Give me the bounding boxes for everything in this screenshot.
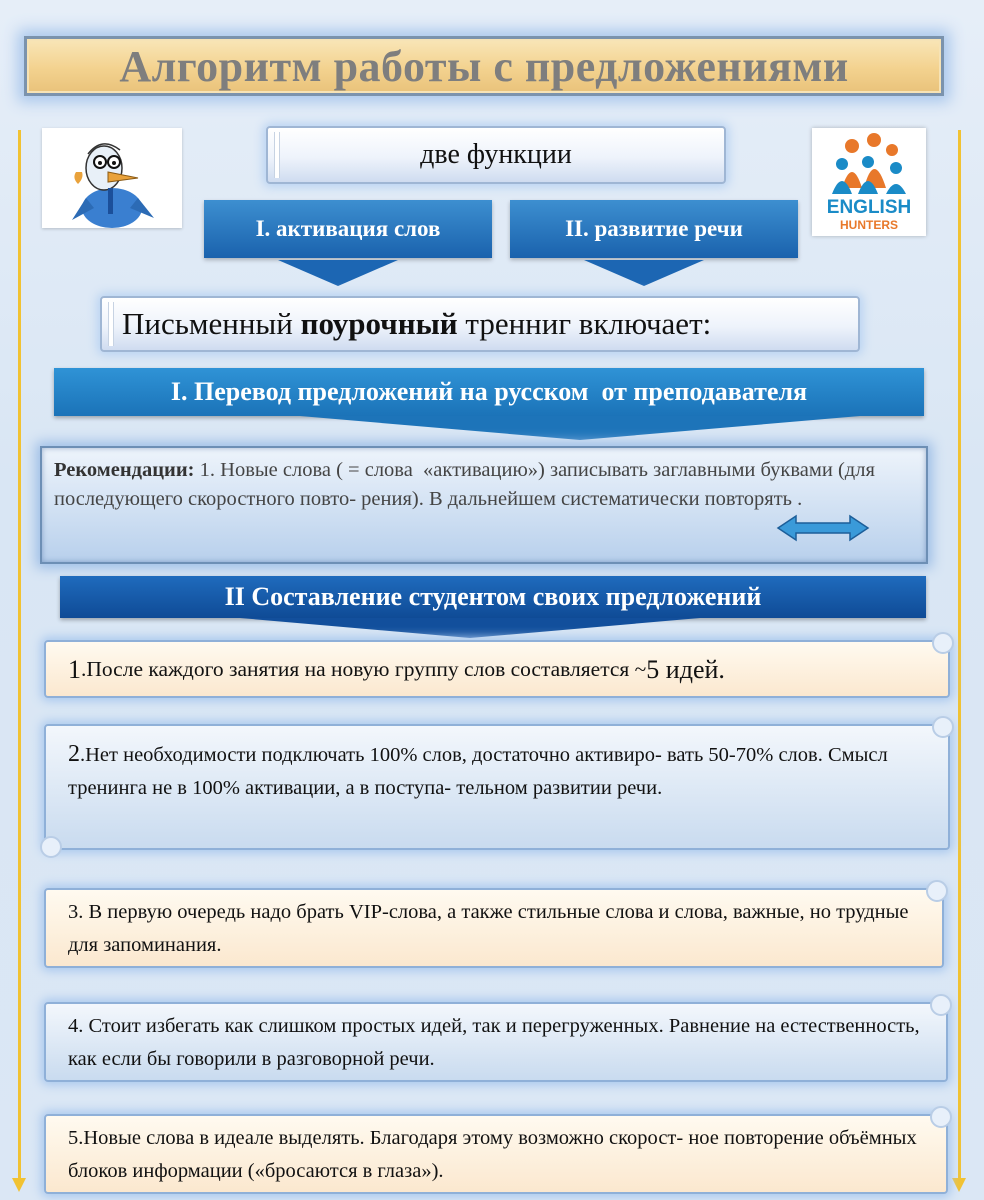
scroll-curl-icon: [930, 1106, 952, 1128]
list-item-1-text: .После каждого занятия на новую группу слов составляется ~: [81, 656, 647, 681]
list-item-1-count: 5: [646, 654, 660, 684]
scroll-curl-icon: [932, 632, 954, 654]
two-functions-box: [266, 126, 726, 184]
list-item-2: [44, 724, 950, 850]
scroll-curl-icon: [926, 880, 948, 902]
list-item-3: [44, 888, 944, 968]
list-item-1-tail: идей.: [659, 654, 725, 684]
scroll-curl-icon: [932, 716, 954, 738]
two-functions-label: две функции: [420, 139, 572, 170]
written-training-suffix: тренниг включает:: [457, 306, 712, 341]
right-side-arrow-line: [958, 130, 961, 1180]
down-arrow-icon: [278, 260, 398, 286]
page-title: Алгоритм работы с предложениями: [24, 36, 944, 96]
scroll-curl-icon: [40, 836, 62, 858]
list-item-4: [44, 1002, 948, 1082]
section-2-title: II Составление студентом своих предложений: [224, 582, 762, 611]
list-item-2-text: .Нет необходимости подключать 100% слов, достаточно активиро- вать 50-70% слов. Смысл тренинга не в 100% активации, а в поступа- тельном развитии речи.: [68, 744, 888, 799]
function-activation-box: [204, 200, 492, 258]
recommendations-label: Рекомендации:: [54, 459, 195, 481]
section-2-arrow-icon: [240, 618, 700, 638]
logo-text-english: ENGLISH: [826, 197, 912, 218]
list-item-5: [44, 1114, 948, 1194]
function-speech-label: II. развитие речи: [565, 216, 743, 241]
scroll-curl-icon: [930, 994, 952, 1016]
recommendations-box: [40, 446, 928, 564]
list-item-2-number: 2: [68, 741, 80, 767]
list-item-5-text: 5.Новые слова в идеале выделять. Благодаря этому возможно скорост- ное повторение объёмных блоков информации («бросаются в глаза»).: [68, 1127, 917, 1182]
written-training-box: [100, 296, 860, 352]
list-item-1: [44, 640, 950, 698]
double-arrow-icon: [776, 514, 870, 542]
bird-icon: [42, 128, 182, 228]
logo-text-hunters: HUNTERS: [839, 218, 898, 232]
list-item-4-text: 4. Стоит избегать как слишком простых идей, так и перегруженных. Равнение на естественность, как если бы говорили в разговорной речи.: [68, 1015, 920, 1070]
section-2-header: [60, 576, 926, 618]
section-1-arrow-icon: [300, 416, 860, 440]
english-hunters-logo: [812, 128, 926, 236]
right-side-arrow-head: [952, 1178, 966, 1192]
list-item-1-number: 1: [68, 654, 81, 684]
section-1-title: I. Перевод предложений на русском от преподавателя: [170, 377, 808, 406]
section-1-header: [54, 368, 924, 416]
function-speech-box: [510, 200, 798, 258]
function-activation-label: I. активация слов: [255, 216, 441, 241]
left-side-arrow-line: [18, 130, 21, 1180]
professor-bird-illustration: [42, 128, 182, 228]
recommendations-text: 1. Новые слова ( = слова «активацию») записывать заглавными буквами (для последующего скоростного повто- рения). В дальнейшем систематически повторять .: [54, 459, 881, 510]
down-arrow-icon: [584, 260, 704, 286]
written-training-bold: поурочный: [300, 306, 458, 341]
left-side-arrow-head: [12, 1178, 26, 1192]
written-training-prefix: Письменный: [122, 306, 301, 341]
list-item-3-text: 3. В первую очередь надо брать VIP-слова, а также стильные слова и слова, важные, но трудные для запоминания.: [68, 901, 909, 956]
